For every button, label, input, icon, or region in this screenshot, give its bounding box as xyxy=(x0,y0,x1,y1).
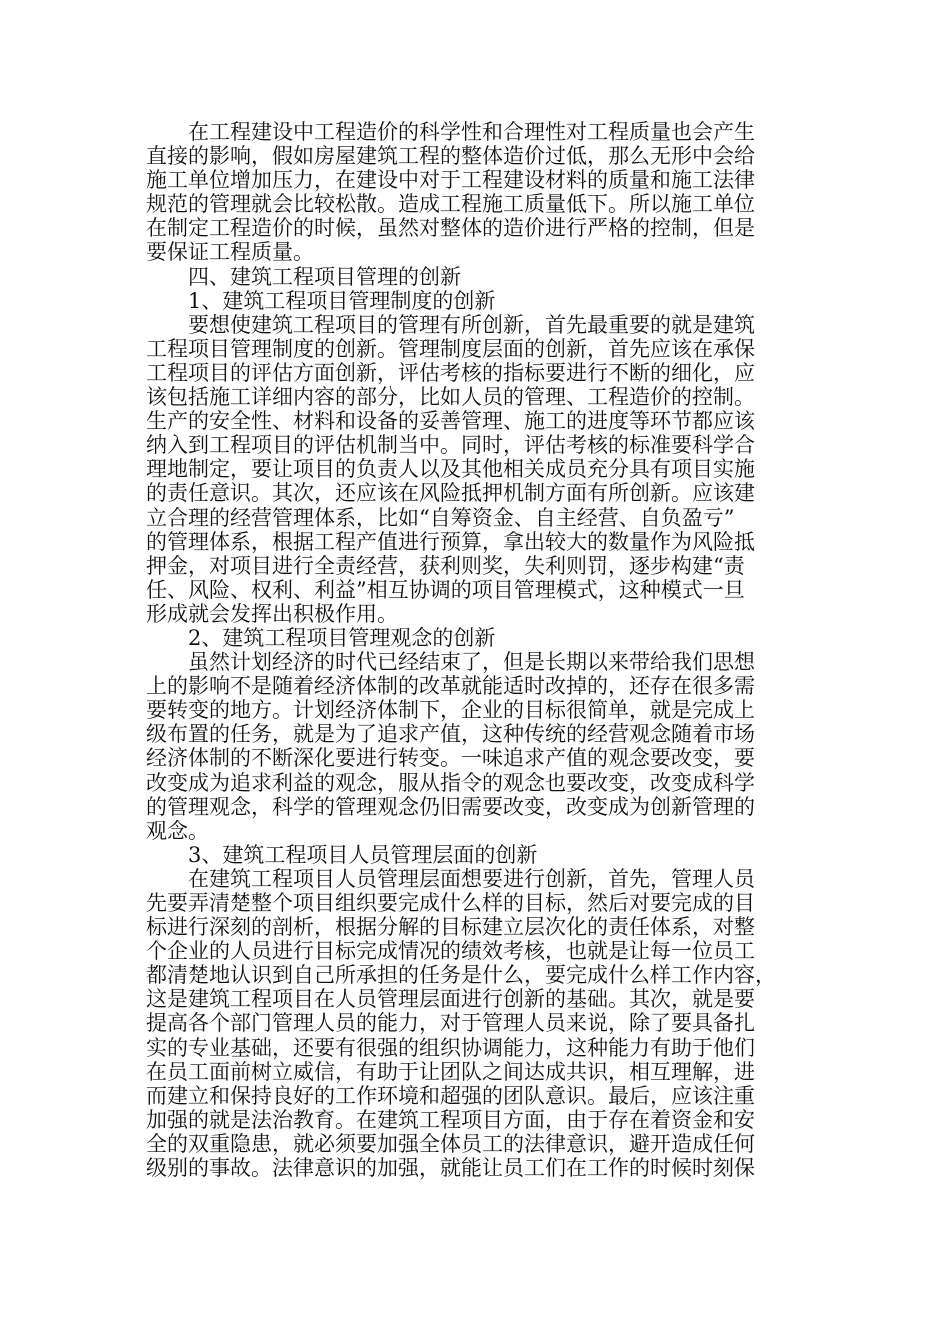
text-line: 都清楚地认识到自己所承担的任务是什么，要完成什么样工作内容， xyxy=(146,963,776,988)
text-line: 施工单位增加压力，在建设中对于工程建设材料的质量和施工法律 xyxy=(146,168,755,193)
document-body xyxy=(146,120,806,1180)
text-line: 工程项目管理制度的创新。管理制度层面的创新，首先应该在承保 xyxy=(146,336,755,361)
text-line: 而建立和保持良好的工作环境和超强的团队意识。最后，应该注重 xyxy=(146,1083,755,1108)
text-line: 纳入到工程项目的评估机制当中。同时，评估考核的标准要科学合 xyxy=(146,433,755,458)
text-line: 要想使建筑工程项目的管理有所创新，首先最重要的就是建筑 xyxy=(188,312,755,337)
text-line: 规范的管理就会比较松散。造成工程施工质量低下。所以施工单位 xyxy=(146,192,755,217)
text-line: 1、建筑工程项目管理制度的创新 xyxy=(188,288,496,313)
text-line: 形成就会发挥出积极作用。 xyxy=(146,601,398,626)
text-line: 加强的就是法治教育。在建筑工程项目方面，由于存在着资金和安 xyxy=(146,1107,755,1132)
text-line: 在建筑工程项目人员管理层面想要进行创新，首先，管理人员 xyxy=(188,866,755,891)
text-line: 的管理观念，科学的管理观念仍旧需要改变，改变成为创新管理的 xyxy=(146,794,755,819)
text-line: 理地制定，要让项目的负责人以及其他相关成员充分具有项目实施 xyxy=(146,457,755,482)
text-line: 经济体制的不断深化要进行转变。一味追求产值的观念要改变，要 xyxy=(146,746,755,771)
text-line: 任、风险、权利、利益”相互协调的项目管理模式，这种模式一旦 xyxy=(146,577,745,602)
text-line: 上的影响不是随着经济体制的改革就能适时改掉的，还存在很多需 xyxy=(146,674,755,699)
text-line: 在工程建设中工程造价的科学性和合理性对工程质量也会产生 xyxy=(188,120,755,144)
text-line: 要转变的地方。计划经济体制下，企业的目标很简单，就是完成上 xyxy=(146,698,755,723)
text-line: 个企业的人员进行目标完成情况的绩效考核，也就是让每一位员工 xyxy=(146,939,755,964)
text-line: 级别的事故。法律意识的加强，就能让员工们在工作的时候时刻保 xyxy=(146,1156,755,1181)
text-line: 要保证工程质量。 xyxy=(146,240,314,265)
text-line: 3、建筑工程项目人员管理层面的创新 xyxy=(188,842,538,867)
text-line: 四、建筑工程项目管理的创新 xyxy=(188,264,461,289)
text-line: 2、建筑工程项目管理观念的创新 xyxy=(188,625,496,650)
text-line: 提高各个部门管理人员的能力，对于管理人员来说，除了要具备扎 xyxy=(146,1011,755,1036)
text-line: 级布置的任务，就是为了追求产值，这种传统的经营观念随着市场 xyxy=(146,722,755,747)
text-line: 在制定工程造价的时候，虽然对整体的造价进行严格的控制，但是 xyxy=(146,216,755,241)
text-line: 在员工面前树立威信，有助于让团队之间达成共识，相互理解，进 xyxy=(146,1059,755,1084)
text-line: 该包括施工详细内容的部分，比如人员的管理、工程造价的控制。 xyxy=(146,385,755,410)
text-line: 立合理的经营管理体系，比如“自筹资金、自主经营、自负盈亏” xyxy=(146,505,735,530)
text-line: 的责任意识。其次，还应该在风险抵押机制方面有所创新。应该建 xyxy=(146,481,755,506)
text-line: 先要弄清楚整个项目组织要完成什么样的目标，然后对要完成的目 xyxy=(146,891,755,915)
text-line: 改变成为追求利益的观念，服从指令的观念也要改变，改变成科学 xyxy=(146,770,755,795)
text-line: 生产的安全性、材料和设备的妥善管理、施工的进度等环节都应该 xyxy=(146,409,755,434)
text-line: 的管理体系，根据工程产值进行预算，拿出较大的数量作为风险抵 xyxy=(146,529,755,554)
text-line: 工程项目的评估方面创新，评估考核的指标要进行不断的细化，应 xyxy=(146,360,755,385)
text-line: 虽然计划经济的时代已经结束了，但是长期以来带给我们思想 xyxy=(188,650,755,675)
text-line: 实的专业基础，还要有很强的组织协调能力，这种能力有助于他们 xyxy=(146,1035,755,1060)
text-line: 全的双重隐患，就必须要加强全体员工的法律意识，避开造成任何 xyxy=(146,1131,755,1156)
text-line: 直接的影响，假如房屋建筑工程的整体造价过低，那么无形中会给 xyxy=(146,144,755,169)
text-line: 这是建筑工程项目在人员管理层面进行创新的基础。其次，就是要 xyxy=(146,987,755,1012)
text-line: 押金，对项目进行全责经营，获利则奖，失利则罚，逐步构建“责 xyxy=(146,553,745,578)
text-line: 观念。 xyxy=(146,818,209,843)
text-line: 标进行深刻的剖析，根据分解的目标建立层次化的责任体系，对整 xyxy=(146,915,755,940)
